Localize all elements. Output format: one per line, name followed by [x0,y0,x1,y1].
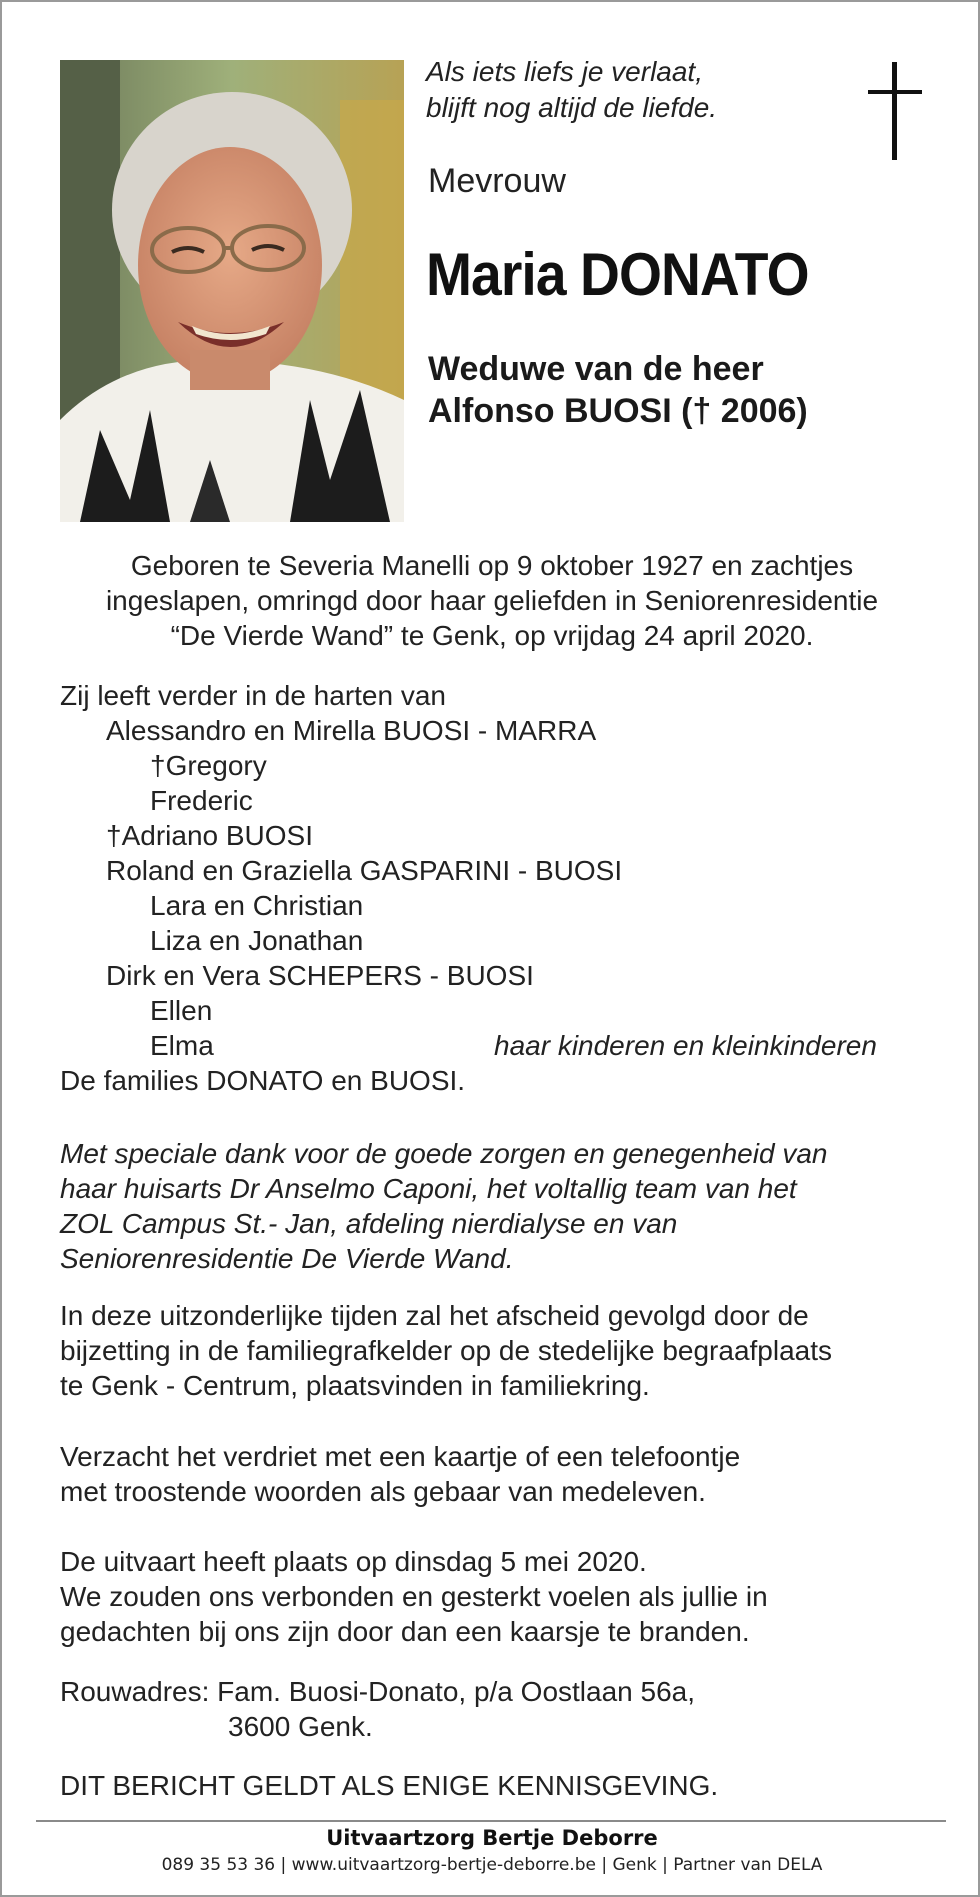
portrait-photo [60,60,404,522]
address-line-1: Rouwadres: Fam. Buosi-Donato, p/a Oostlaan 56a, [60,1676,696,1707]
survivor-line: †Adriano BUOSI [106,820,313,851]
farewell-paragraph [60,1298,940,1403]
quote-line-1: Als iets liefs je verlaat, [426,56,703,87]
opening-quote [426,54,717,126]
survivors-intro: Zij leeft verder in de harten van [60,680,446,711]
comfort-line: Verzacht het verdriet met een kaartje of een telefoontje [60,1441,741,1472]
families-line: De families DONATO en BUOSI. [60,1065,466,1096]
mourning-address [60,1674,940,1744]
survivor-line: Dirk en Vera SCHEPERS - BUOSI [106,960,534,991]
footer-contact: 089 35 53 36 | www.uitvaartzorg-bertje-deborre.be | Genk | Partner van DELA [161,1855,823,1875]
widow-line-2: Alfonso BUOSI († 2006) [428,392,808,430]
survivor-line: Lara en Christian [150,890,364,921]
funeral-line: We zouden ons verbonden en gesterkt voelen als jullie in [60,1581,768,1612]
thanks-line: Seniorenresidentie De Vierde Wand. [60,1243,514,1274]
survivor-line: Roland en Graziella GASPARINI - BUOSI [106,855,623,886]
birth-death-statement [42,548,942,653]
survivor-line: Liza en Jonathan [150,925,364,956]
widow-line-1: Weduwe van de heer [428,350,764,388]
born-line-1: Geboren te Severia Manelli op 9 oktober 1927 en zachtjes [130,550,854,581]
farewell-line: In deze uitzonderlijke tijden zal het afscheid gevolgd door de [60,1300,809,1331]
thanks-paragraph [60,1136,940,1276]
footer-company: Uitvaartzorg Bertje Deborre [326,1826,658,1850]
farewell-line: bijzetting in de familiegrafkelder op de stedelijke begraafplaats [60,1335,833,1366]
cross-icon [866,62,926,167]
survivor-line: †Gregory [150,750,267,781]
born-line-3: “De Vierde Wand” te Genk, op vrijdag 24 april 2020. [170,620,814,651]
kin-note: haar kinderen en kleinkinderen [494,1030,877,1061]
footer-divider [36,1820,946,1822]
survivor-line: Frederic [150,785,253,816]
address-line-2: 3600 Genk. [228,1711,373,1742]
comfort-line: met troostende woorden als gebaar van medeleven. [60,1476,706,1507]
honorific: Mevrouw [428,162,566,200]
survivor-line: Alessandro en Mirella BUOSI - MARRA [106,715,597,746]
farewell-line: te Genk - Centrum, plaatsvinden in familiekring. [60,1370,650,1401]
survivor-line: Ellen [150,995,213,1026]
notice: DIT BERICHT GELDT ALS ENIGE KENNISGEVING. [60,1770,719,1801]
deceased-name: Maria DONATO [426,241,809,308]
thanks-line: haar huisarts Dr Anselmo Caponi, het voltallig team van het [60,1173,797,1204]
funeral-line: gedachten bij ons zijn door dan een kaarsje te branden. [60,1616,750,1647]
born-line-2: ingeslapen, omringd door haar geliefden in Seniorenresidentie [105,585,879,616]
funeral-paragraph [60,1544,940,1649]
quote-line-2: blijft nog altijd de liefde. [426,92,718,123]
widow-of [428,348,808,432]
funeral-line: De uitvaart heeft plaats op dinsdag 5 mei 2020. [60,1546,647,1577]
thanks-line: Met speciale dank voor de goede zorgen en genegenheid van [60,1138,828,1169]
survivor-line: Elma [150,1030,214,1061]
thanks-line: ZOL Campus St.- Jan, afdeling nierdialyse en van [60,1208,678,1239]
comfort-paragraph [60,1439,940,1509]
